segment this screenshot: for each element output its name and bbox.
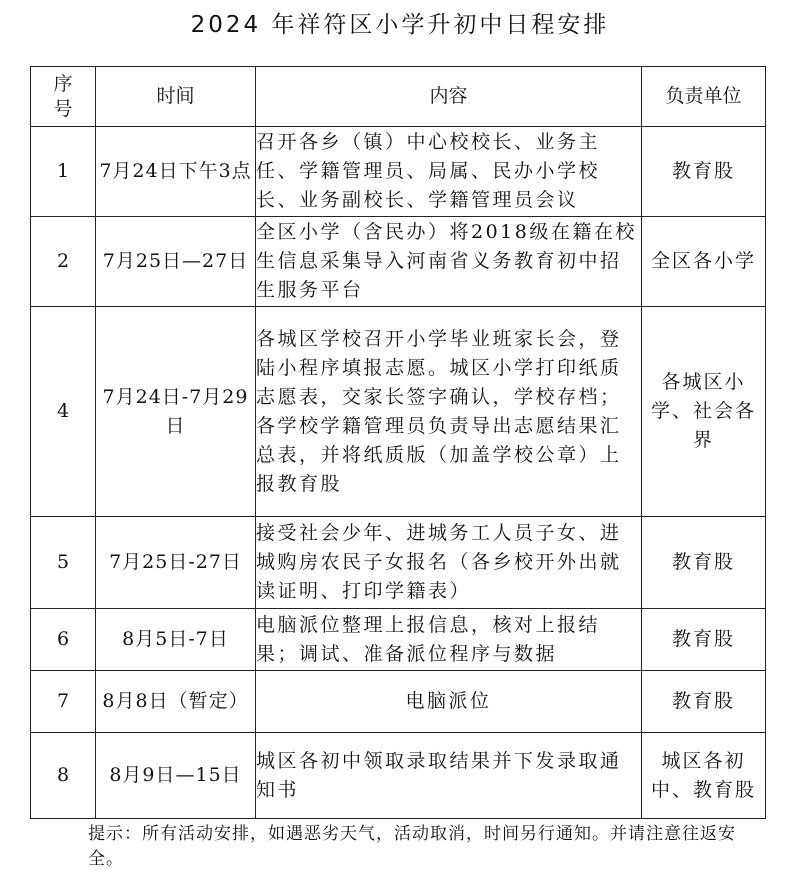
table-row [31, 733, 766, 819]
row-time: 8月9日—15日 [96, 733, 256, 819]
row-unit: 教育股 [642, 517, 766, 609]
table-row [31, 217, 766, 307]
table-header-row [31, 67, 766, 127]
row-unit: 教育股 [642, 671, 766, 733]
row-unit: 教育股 [642, 127, 766, 217]
row-num: 6 [31, 609, 96, 671]
header-num: 序号 [31, 67, 96, 127]
row-content: 全区小学（含民办）将2018级在籍在校生信息采集导入河南省义务教育初中招生服务平台 [256, 217, 642, 307]
row-content: 城区各初中领取录取结果并下发录取通知书 [256, 733, 642, 819]
table-row [31, 609, 766, 671]
row-num: 4 [31, 307, 96, 517]
table-row [31, 307, 766, 517]
row-time: 8月8日（暂定） [96, 671, 256, 733]
header-unit: 负责单位 [642, 67, 766, 127]
row-time: 7月25日—27日 [96, 217, 256, 307]
row-content: 电脑派位 [256, 671, 642, 733]
row-time: 7月25日-27日 [96, 517, 256, 609]
footer-note: 提示：所有活动安排，如遇恶劣天气，活动取消，时间另行通知。并请注意往返安全。 [88, 824, 736, 869]
row-time: 7月24日-7月29日 [96, 307, 256, 517]
row-num: 7 [31, 671, 96, 733]
row-unit: 各城区小学、社会各界 [642, 307, 766, 517]
table-row [31, 517, 766, 609]
row-num: 8 [31, 733, 96, 819]
row-num: 5 [31, 517, 96, 609]
row-unit: 教育股 [642, 609, 766, 671]
header-content: 内容 [256, 67, 642, 127]
row-unit: 城区各初中、教育股 [642, 733, 766, 819]
table-row [31, 127, 766, 217]
header-time: 时间 [96, 67, 256, 127]
row-content: 召开各乡（镇）中心校校长、业务主任、学籍管理员、局属、民办小学校长、业务副校长、学籍管理员会议 [256, 127, 642, 217]
row-content: 电脑派位整理上报信息，核对上报结果；调试、准备派位程序与数据 [256, 609, 642, 671]
page-title: 2024 年祥符区小学升初中日程安排 [190, 12, 610, 38]
table-row [31, 671, 766, 733]
row-unit: 全区各小学 [642, 217, 766, 307]
row-time: 8月5日-7日 [96, 609, 256, 671]
row-content: 接受社会少年、进城务工人员子女、进城购房农民子女报名（各乡校开外出就读证明、打印学籍表） [256, 517, 642, 609]
row-content: 各城区学校召开小学毕业班家长会，登陆小程序填报志愿。城区小学打印纸质志愿表，交家长签字确认，学校存档；各学校学籍管理员负责导出志愿结果汇总表，并将纸质版（加盖学校公章）上报教育股 [256, 307, 642, 517]
schedule-table [30, 66, 766, 819]
row-num: 2 [31, 217, 96, 307]
row-time: 7月24日下午3点 [96, 127, 256, 217]
row-num: 1 [31, 127, 96, 217]
